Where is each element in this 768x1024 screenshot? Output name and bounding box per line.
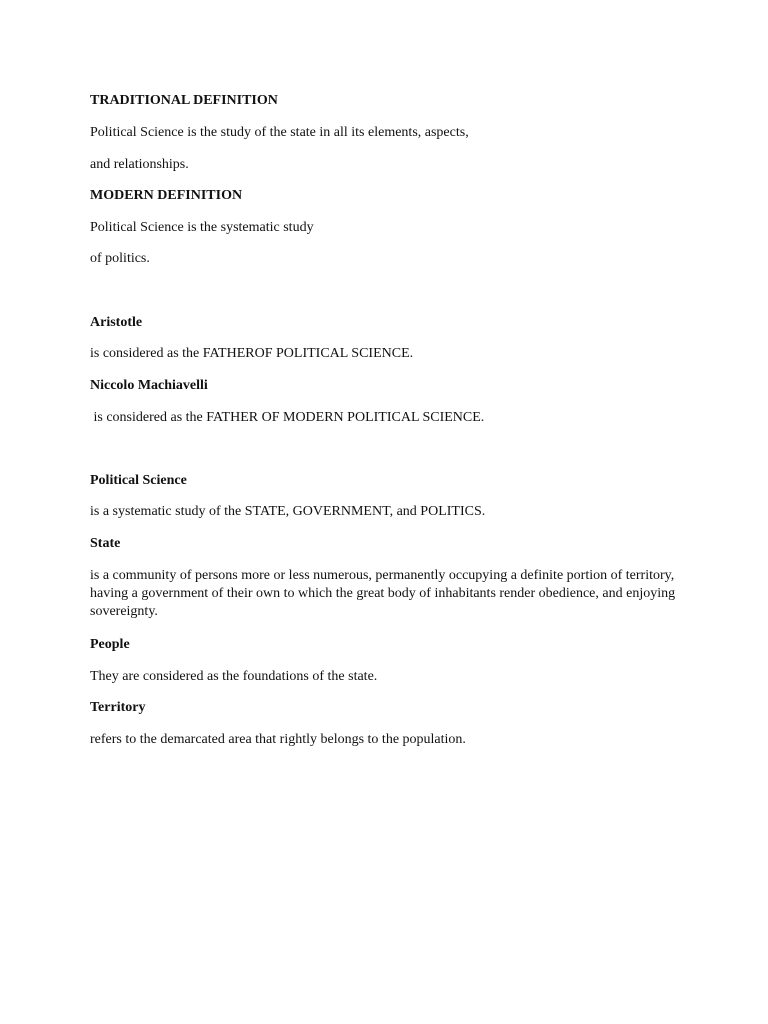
machiavelli-heading: Niccolo Machiavelli [90,378,208,393]
traditional-definition-heading: TRADITIONAL DEFINITION [90,93,278,108]
modern-definition-line-1: Political Science is the systematic study [90,220,314,235]
traditional-definition-line-1: Political Science is the study of the state in all its elements, aspects, [90,125,469,140]
state-heading: State [90,536,121,551]
people-heading: People [90,637,130,652]
modern-definition-heading: MODERN DEFINITION [90,188,243,203]
traditional-definition-line-2: and relationships. [90,157,189,172]
political-science-heading: Political Science [90,473,187,488]
political-science-text: is a systematic study of the STATE, GOVERNMENT, and POLITICS. [90,504,486,519]
territory-heading: Territory [90,700,146,715]
aristotle-text: is considered as the FATHEROF POLITICAL SCIENCE. [90,346,414,361]
machiavelli-text: is considered as the FATHER OF MODERN POLITICAL SCIENCE. [90,410,485,425]
state-text: is a community of persons more or less numerous, permanently occupying a definite portion of territory, having a government of their own to which the great body of inhabitants render obedience, and enjoying sovereignty. [90,568,679,619]
modern-definition-line-2: of politics. [90,251,150,266]
aristotle-heading: Aristotle [90,315,143,330]
territory-text: refers to the demarcated area that rightly belongs to the population. [90,732,466,747]
people-text: They are considered as the foundations of the state. [90,669,378,684]
